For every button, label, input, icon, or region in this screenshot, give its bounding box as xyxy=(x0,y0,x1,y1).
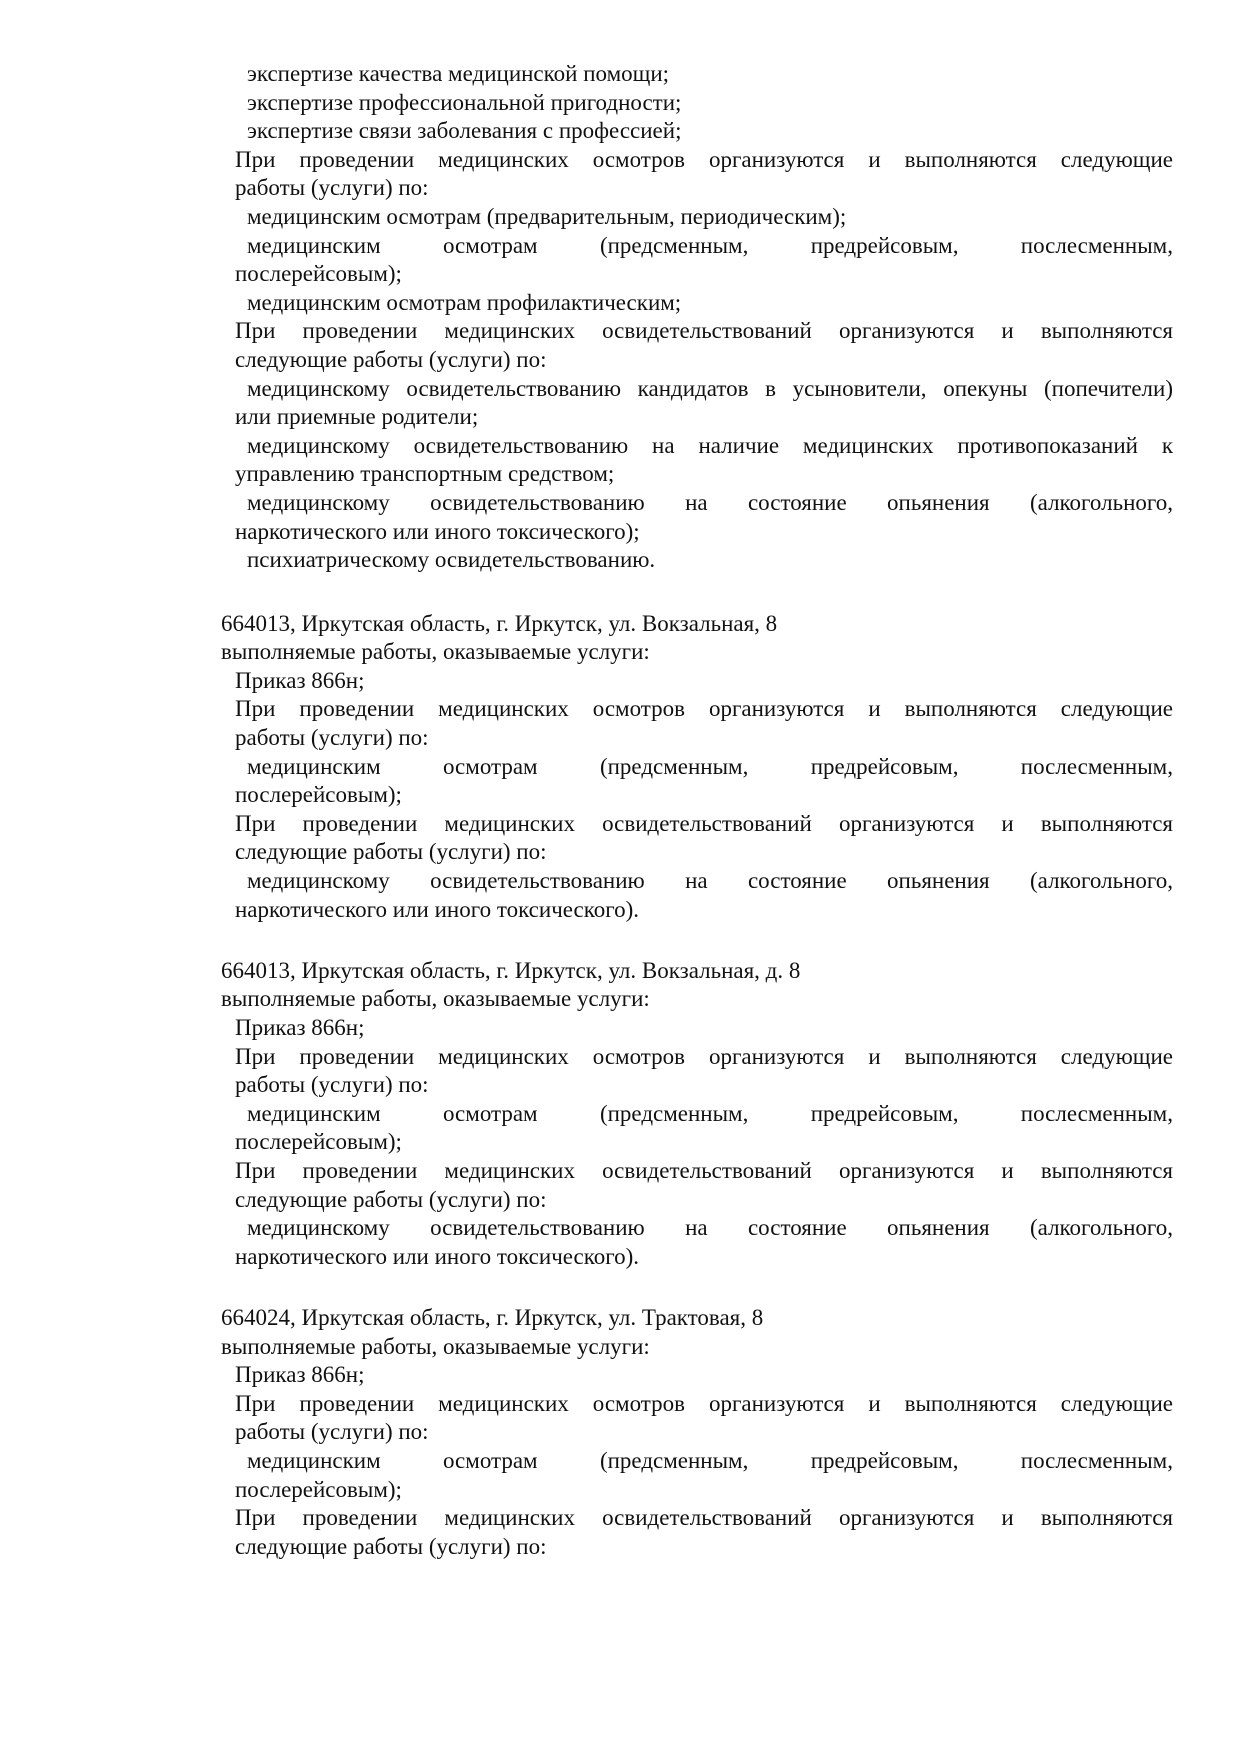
text-line: При проведении медицинских осмотров организуются и выполняются следующие xyxy=(235,1391,1173,1416)
text-line: При проведении медицинских осмотров организуются и выполняются следующие xyxy=(235,147,1173,172)
text-line: выполняемые работы, оказываемые услуги: xyxy=(221,639,650,664)
text-line: экспертизе связи заболевания с профессией; xyxy=(247,118,682,143)
text-line: При проведении медицинских освидетельствований организуются и выполняются xyxy=(235,1505,1173,1530)
text-line: послерейсовым); xyxy=(235,782,402,807)
text-line: При проведении медицинских осмотров организуются и выполняются следующие xyxy=(235,1044,1173,1069)
text-line: Приказ 866н; xyxy=(235,1015,365,1040)
text-line: работы (услуги) по: xyxy=(235,175,429,200)
text-line: медицинским осмотрам (предсменным, предрейсовым, послесменным, xyxy=(247,1448,1173,1473)
text-line: экспертизе профессиональной пригодности; xyxy=(247,90,682,115)
address-heading: 664024, Иркутская область, г. Иркутск, ул. Трактовая, 8 xyxy=(221,1305,764,1330)
text-line: Приказ 866н; xyxy=(235,668,365,693)
text-line: экспертизе качества медицинской помощи; xyxy=(247,61,670,86)
text-line: следующие работы (услуги) по: xyxy=(235,1534,547,1559)
text-line: медицинским осмотрам (предсменным, предрейсовым, послесменным, xyxy=(247,233,1173,258)
text-line: медицинскому освидетельствованию на состояние опьянения (алкогольного, xyxy=(247,1215,1173,1240)
text-line: При проведении медицинских осмотров организуются и выполняются следующие xyxy=(235,696,1173,721)
text-line: наркотического или иного токсического); xyxy=(235,519,640,544)
text-line: следующие работы (услуги) по: xyxy=(235,1187,547,1212)
text-line: работы (услуги) по: xyxy=(235,725,429,750)
text-line: работы (услуги) по: xyxy=(235,1419,429,1444)
text-line: медицинскому освидетельствованию кандидатов в усыновители, опекуны (попечители) xyxy=(247,376,1173,401)
text-line: При проведении медицинских освидетельствований организуются и выполняются xyxy=(235,811,1173,836)
text-line: медицинскому освидетельствованию на состояние опьянения (алкогольного, xyxy=(247,868,1173,893)
text-line: психиатрическому освидетельствованию. xyxy=(247,547,656,572)
text-line: Приказ 866н; xyxy=(235,1362,365,1387)
text-line: медицинскому освидетельствованию на наличие медицинских противопоказаний к xyxy=(247,433,1173,458)
text-line: При проведении медицинских освидетельствований организуются и выполняются xyxy=(235,1158,1173,1183)
text-line: следующие работы (услуги) по: xyxy=(235,347,547,372)
text-line: медицинским осмотрам профилактическим; xyxy=(247,290,682,315)
text-line: выполняемые работы, оказываемые услуги: xyxy=(221,986,650,1011)
text-line: послерейсовым); xyxy=(235,1129,402,1154)
text-line: медицинским осмотрам (предсменным, предрейсовым, послесменным, xyxy=(247,1101,1173,1126)
text-line: управлению транспортным средством; xyxy=(235,461,615,486)
text-line: послерейсовым); xyxy=(235,261,402,286)
text-line: послерейсовым); xyxy=(235,1477,402,1502)
text-line: выполняемые работы, оказываемые услуги: xyxy=(221,1334,650,1359)
text-line: медицинскому освидетельствованию на состояние опьянения (алкогольного, xyxy=(247,490,1173,515)
text-line: или приемные родители; xyxy=(235,404,479,429)
text-line: медицинским осмотрам (предсменным, предрейсовым, послесменным, xyxy=(247,754,1173,779)
text-line: При проведении медицинских освидетельствований организуются и выполняются xyxy=(235,318,1173,343)
text-line: наркотического или иного токсического). xyxy=(235,897,640,922)
text-line: работы (услуги) по: xyxy=(235,1072,429,1097)
text-line: наркотического или иного токсического). xyxy=(235,1244,640,1269)
address-heading: 664013, Иркутская область, г. Иркутск, ул. Вокзальная, 8 xyxy=(221,611,778,636)
address-heading: 664013, Иркутская область, г. Иркутск, ул. Вокзальная, д. 8 xyxy=(221,958,801,983)
text-line: медицинским осмотрам (предварительным, периодическим); xyxy=(247,204,847,229)
text-line: следующие работы (услуги) по: xyxy=(235,839,547,864)
